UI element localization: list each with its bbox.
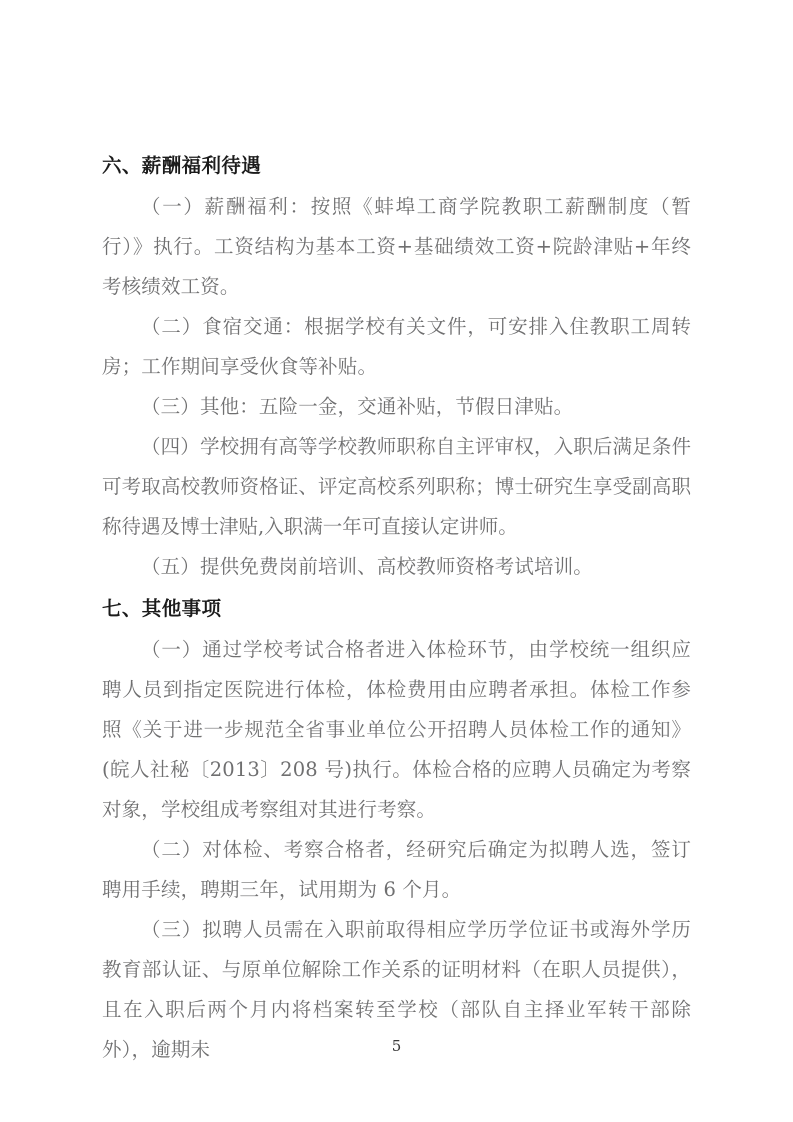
- paragraph-six-5: （五）提供免费岗前培训、高校教师资格考试培训。: [141, 555, 593, 578]
- section-heading-seven: 七、其他事项: [102, 597, 222, 620]
- paragraph-six-4: （四）学校拥有高等学校教师职称自主评审权，入职后满足条件可考取高校教师资格证、评定高校系列职称；博士研究生享受副高职称待遇及博士津贴,入职满一年可直接认定讲师。: [102, 435, 691, 538]
- paragraph-six-1: （一）薪酬福利：按照《蚌埠工商学院教职工薪酬制度（暂行）》执行。工资结构为基本工资+基础绩效工资+院龄津贴+年终考核绩效工资。: [102, 195, 691, 298]
- paragraph-seven-3: （三）拟聘人员需在入职前取得相应学历学位证书或海外学历教育部认证、与原单位解除工作关系的证明材料（在职人员提供），且在入职后两个月内将档案转至学校（部队自主择业军转干部除外），逾期未: [102, 918, 691, 1061]
- page-content: [102, 146, 691, 1070]
- page-number-footer: 5: [391, 1037, 402, 1055]
- paragraph-seven-2: （二）对体检、考察合格者，经研究后确定为拟聘人选，签订聘用手续，聘期三年，试用期为 6 个月。: [102, 838, 691, 901]
- paragraph-six-2: （二）食宿交通：根据学校有关文件，可安排入住教职工周转房；工作期间享受伙食等补贴。: [102, 315, 691, 378]
- paragraph-seven-1: （一）通过学校考试合格者进入体检环节，由学校统一组织应聘人员到指定医院进行体检，体检费用由应聘者承担。体检工作参照《关于进一步规范全省事业单位公开招聘人员体检工作的通知》(皖人社秘〔2013〕208 号)执行。体检合格的应聘人员确定为考察对象，学校组成考察组对其进行考察。: [102, 638, 691, 821]
- section-heading-six: 六、薪酬福利待遇: [102, 154, 262, 177]
- paragraph-six-3: （三）其他：五险一金，交通补贴，节假日津贴。: [141, 395, 574, 418]
